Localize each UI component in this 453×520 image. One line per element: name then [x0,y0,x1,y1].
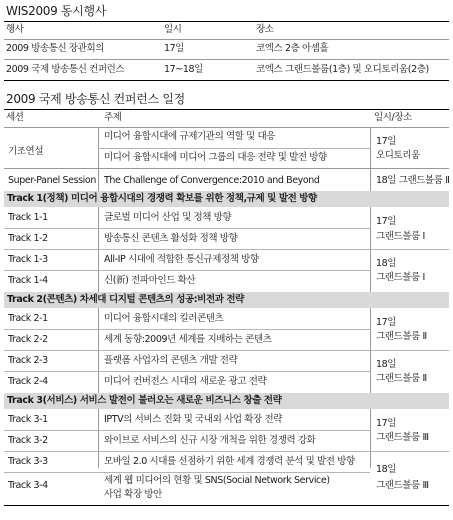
track-topic-cont: 사업 확장 방안 [104,489,162,500]
track-id: Track 3-2 [8,435,48,446]
track-topic: 글로벌 미디어 산업 및 정책 방향 [104,212,232,223]
track-topic: 신(新) 전파마인드 확산 [104,275,196,286]
row-rule [4,472,370,473]
row-rule [4,228,370,229]
row-place: 코엑스 2층 아셈홀 [256,43,329,54]
track-id: Track 2-3 [8,355,48,366]
track-room: 그랜드볼룸 Ⅱ [376,373,427,384]
section1-bottom-rule [4,80,449,81]
track-topic: IPTV의 서비스 진화 및 국내외 사업 확장 전략 [104,414,283,425]
track-id: Track 1-1 [8,212,48,223]
section1-title: WIS2009 동시행사 [6,4,107,18]
row-date: 17~18일 [164,64,203,75]
section2-bottom-rule [4,505,449,506]
row-date: 17일 [164,43,185,54]
track-topic: 미디어 융합시대의 킬러콘텐츠 [104,313,224,324]
track-id: Track 3-3 [8,456,48,467]
track-day: 18일 [376,258,397,269]
track-topic: All-IP 시대에 적합한 통신규제정책 방향 [104,254,259,265]
section2-top-rule [4,109,449,110]
keynote-session: 기조연설 [8,146,44,157]
row-rule [4,350,449,351]
superpanel-session: Super-Panel Session [8,175,96,186]
header-place: 장소 [256,24,274,35]
track-topic: 방송통신 콘텐츠 활성화 정책 방향 [104,233,238,244]
track-id: Track 1-3 [8,254,48,265]
track-id: Track 1-2 [8,233,48,244]
track-topic: 플랫폼 사업자의 콘텐츠 개발 전략 [104,355,238,366]
header-event: 행사 [6,24,24,35]
header-session: 세션 [6,112,24,123]
track1-heading: Track 1(정책) 미디어 융합시대의 경쟁력 확보를 위한 정책,규제 및 발전 방향 [4,191,449,207]
section1-top-rule [4,21,449,22]
track-room: 그랜드볼룸 Ⅲ [376,432,429,443]
section2-header-rule [4,127,449,128]
row-rule [4,430,370,431]
track-topic: 세계 동향:2009년 세계를 지배하는 콘텐츠 [104,334,272,345]
track-topic: 모바일 2.0 시대를 선점하기 위한 세계 경쟁력 분석 및 발전 방향 [104,456,355,467]
track3-heading: Track 3(서비스) 서비스 발전이 불러오는 새로운 비즈니스 창출 전략 [4,393,449,409]
section1-header-rule [4,39,449,40]
keynote-when: 17일 [376,136,397,147]
track-day: 18일 [376,464,397,475]
track2-heading: Track 2(콘텐츠) 차세대 디지털 콘텐츠의 성공:비전과 전략 [4,292,449,308]
track-room: 그랜드볼룸 Ⅲ [376,480,429,491]
keynote-room: 오디토리움 [376,150,420,161]
row-rule [4,249,449,250]
track-day: 17일 [376,216,397,227]
track-id: Track 3-1 [8,414,48,425]
header-date: 일시 [164,24,182,35]
row-event: 2009 국제 방송통신 컨퍼런스 [6,64,125,75]
row-event: 2009 방송통신 장관회의 [6,43,105,54]
track-topic: 세계 웹 미디어의 현황 및 SNS(Social Network Service) [104,475,330,486]
track-day: 18일 [376,359,397,370]
track-room: 그랜드볼룸 Ⅰ [376,272,425,283]
keynote-topic: 미디어 융합시대에 미디어 그룹의 대응 전략 및 발전 방향 [104,152,327,163]
track-day: 17일 [376,418,397,429]
row-rule [4,59,449,60]
row-rule [4,451,449,452]
row-place: 코엑스 그랜드볼룸(1층) 및 오디토리움(2층) [256,64,429,75]
row-rule [4,371,370,372]
header-when: 일시/장소 [374,112,412,123]
row-rule [4,168,449,169]
superpanel-topic: The Challenge of Convergence:2010 and Beyond [104,175,320,186]
track-id: Track 2-2 [8,334,48,345]
header-subject: 주제 [104,112,122,123]
track-topic: 미디어 컨버전스 시대의 새로운 광고 전략 [104,376,267,387]
track-id: Track 1-4 [8,275,48,286]
track-id: Track 3-4 [8,480,48,491]
track-room: 그랜드볼룸 Ⅰ [376,231,425,242]
row-rule [4,329,370,330]
superpanel-when: 18일 그랜드볼룸 Ⅱ [376,175,450,186]
section2-title: 2009 국제 방송통신 컨퍼런스 일정 [6,92,185,106]
row-rule [4,270,370,271]
track-id: Track 2-1 [8,313,48,324]
track-room: 그랜드볼룸 Ⅱ [376,331,427,342]
track-day: 17일 [376,317,397,328]
topic-rule [98,148,370,149]
keynote-topic: 미디어 융합시대에 규제기관의 역할 및 대응 [104,131,276,142]
track-id: Track 2-4 [8,376,48,387]
track-topic: 와이브로 서비스의 신규 시장 개척을 위한 경쟁력 강화 [104,435,316,446]
